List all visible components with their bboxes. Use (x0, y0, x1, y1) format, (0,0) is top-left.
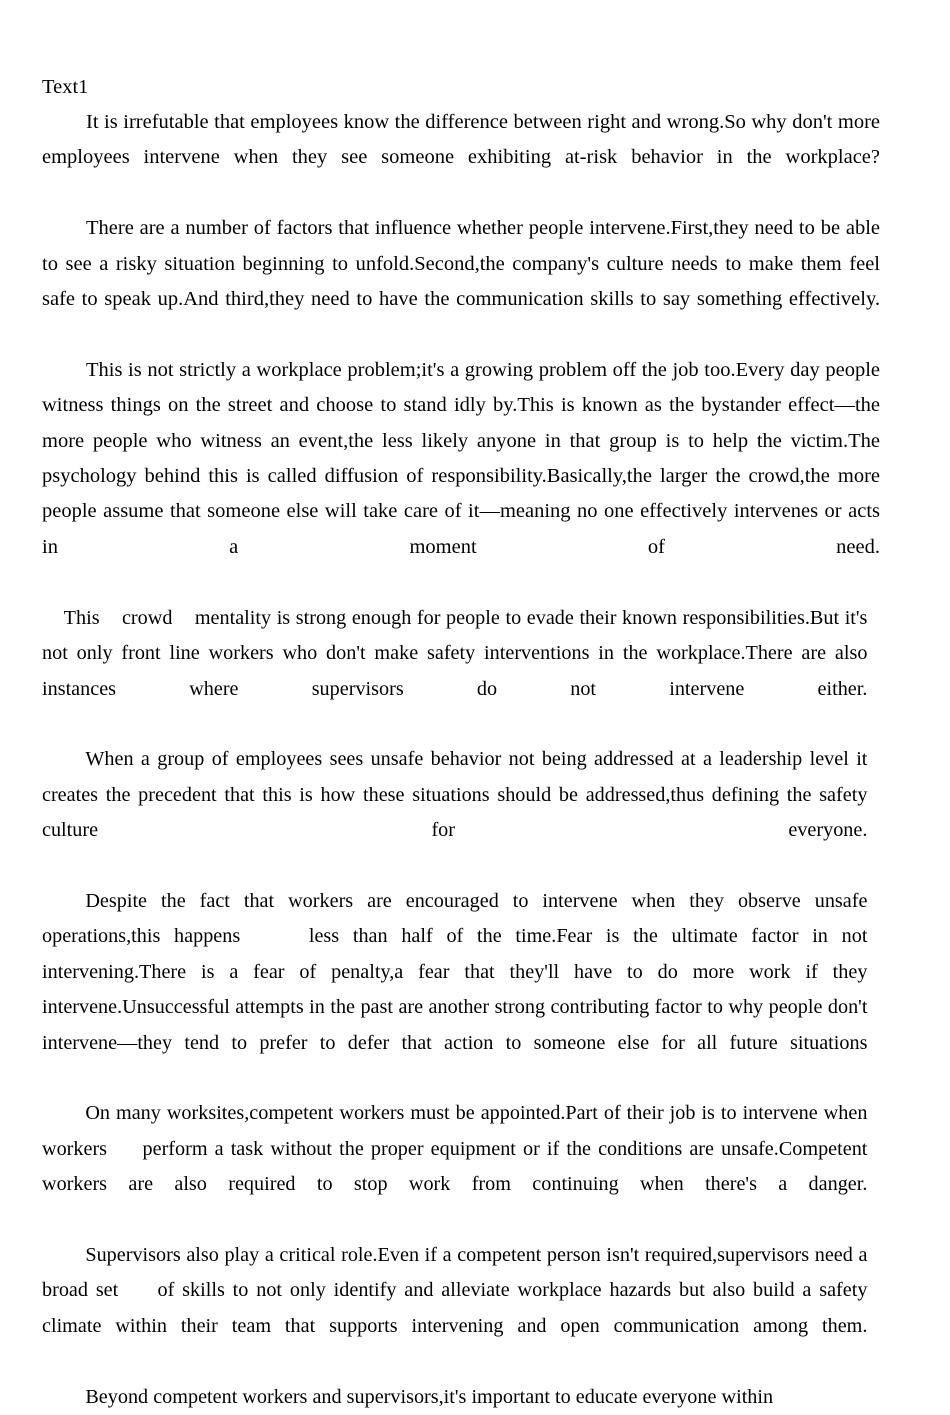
paragraph-7: On many worksites,competent workers must be appointed.Part of their job is to intervene when workers perform a task without the proper equipment or if the conditions are unsafe.Competent workers are also required to stop work from continuing when there's a danger. (42, 1102, 873, 1196)
paragraph-6: Despite the fact that workers are encouraged to intervene when they observe unsafe operations,this happens less than half of the time.Fear is the ultimate factor in not intervening.There is a fear of penalty,a fear that they'll have to do more work if they intervene.Unsuccessful attempts in the past are another strong contributing factor to why people don't intervene—they tend to prefer to defer that action to someone else for all future situations (42, 889, 873, 1054)
paragraph-9: Beyond competent workers and supervisors,it's important to educate everyone within (85, 1385, 774, 1408)
paragraph-2: There are a number of factors that influence whether people intervene.First,they need to be able to see a risky situation beginning to unfold.Second,the company's culture needs to make them feel safe to speak up.And third,they need to have the communication skills to say something effectively. (42, 217, 886, 311)
paragraph-3: This is not strictly a workplace problem;it's a growing problem off the job too.Every day people witness things on the street and choose to stand idly by.This is known as the bystander effect—the more people who witness an event,the less likely anyone in that group is to help the victim.The psychology behind this is called diffusion of responsibility.Basically,the larger the crowd,the more people assume that someone else will take care of it—meaning no one effectively intervenes or acts in a moment of need. (42, 358, 886, 558)
paragraph-8: Supervisors also play a critical role.Even if a competent person isn't required,supervisors need a broad set of skills to not only identify and alleviate workplace hazards but also build a safety climate within their team that supports intervening and open communication among them. (42, 1244, 873, 1337)
document-content (42, 70, 886, 1415)
page-title: Text1 (42, 76, 89, 98)
paragraph-5: When a group of employees sees unsafe behavior not being addressed at a leadership level it creates the precedent that this is how these situations should be addressed,thus defining the safety culture for everyone. (42, 748, 873, 842)
paragraph-1: It is irrefutable that employees know the difference between right and wrong.So why don't more employees intervene when they see someone exhibiting at-risk behavior in the workplace? (42, 111, 886, 169)
paragraph-4: This crowd mentality is strong enough for people to evade their known responsibilities.But it's not only front line workers who don't make safety interventions in the workplace.There are also instances where supervisors do not intervene either. (42, 606, 873, 700)
